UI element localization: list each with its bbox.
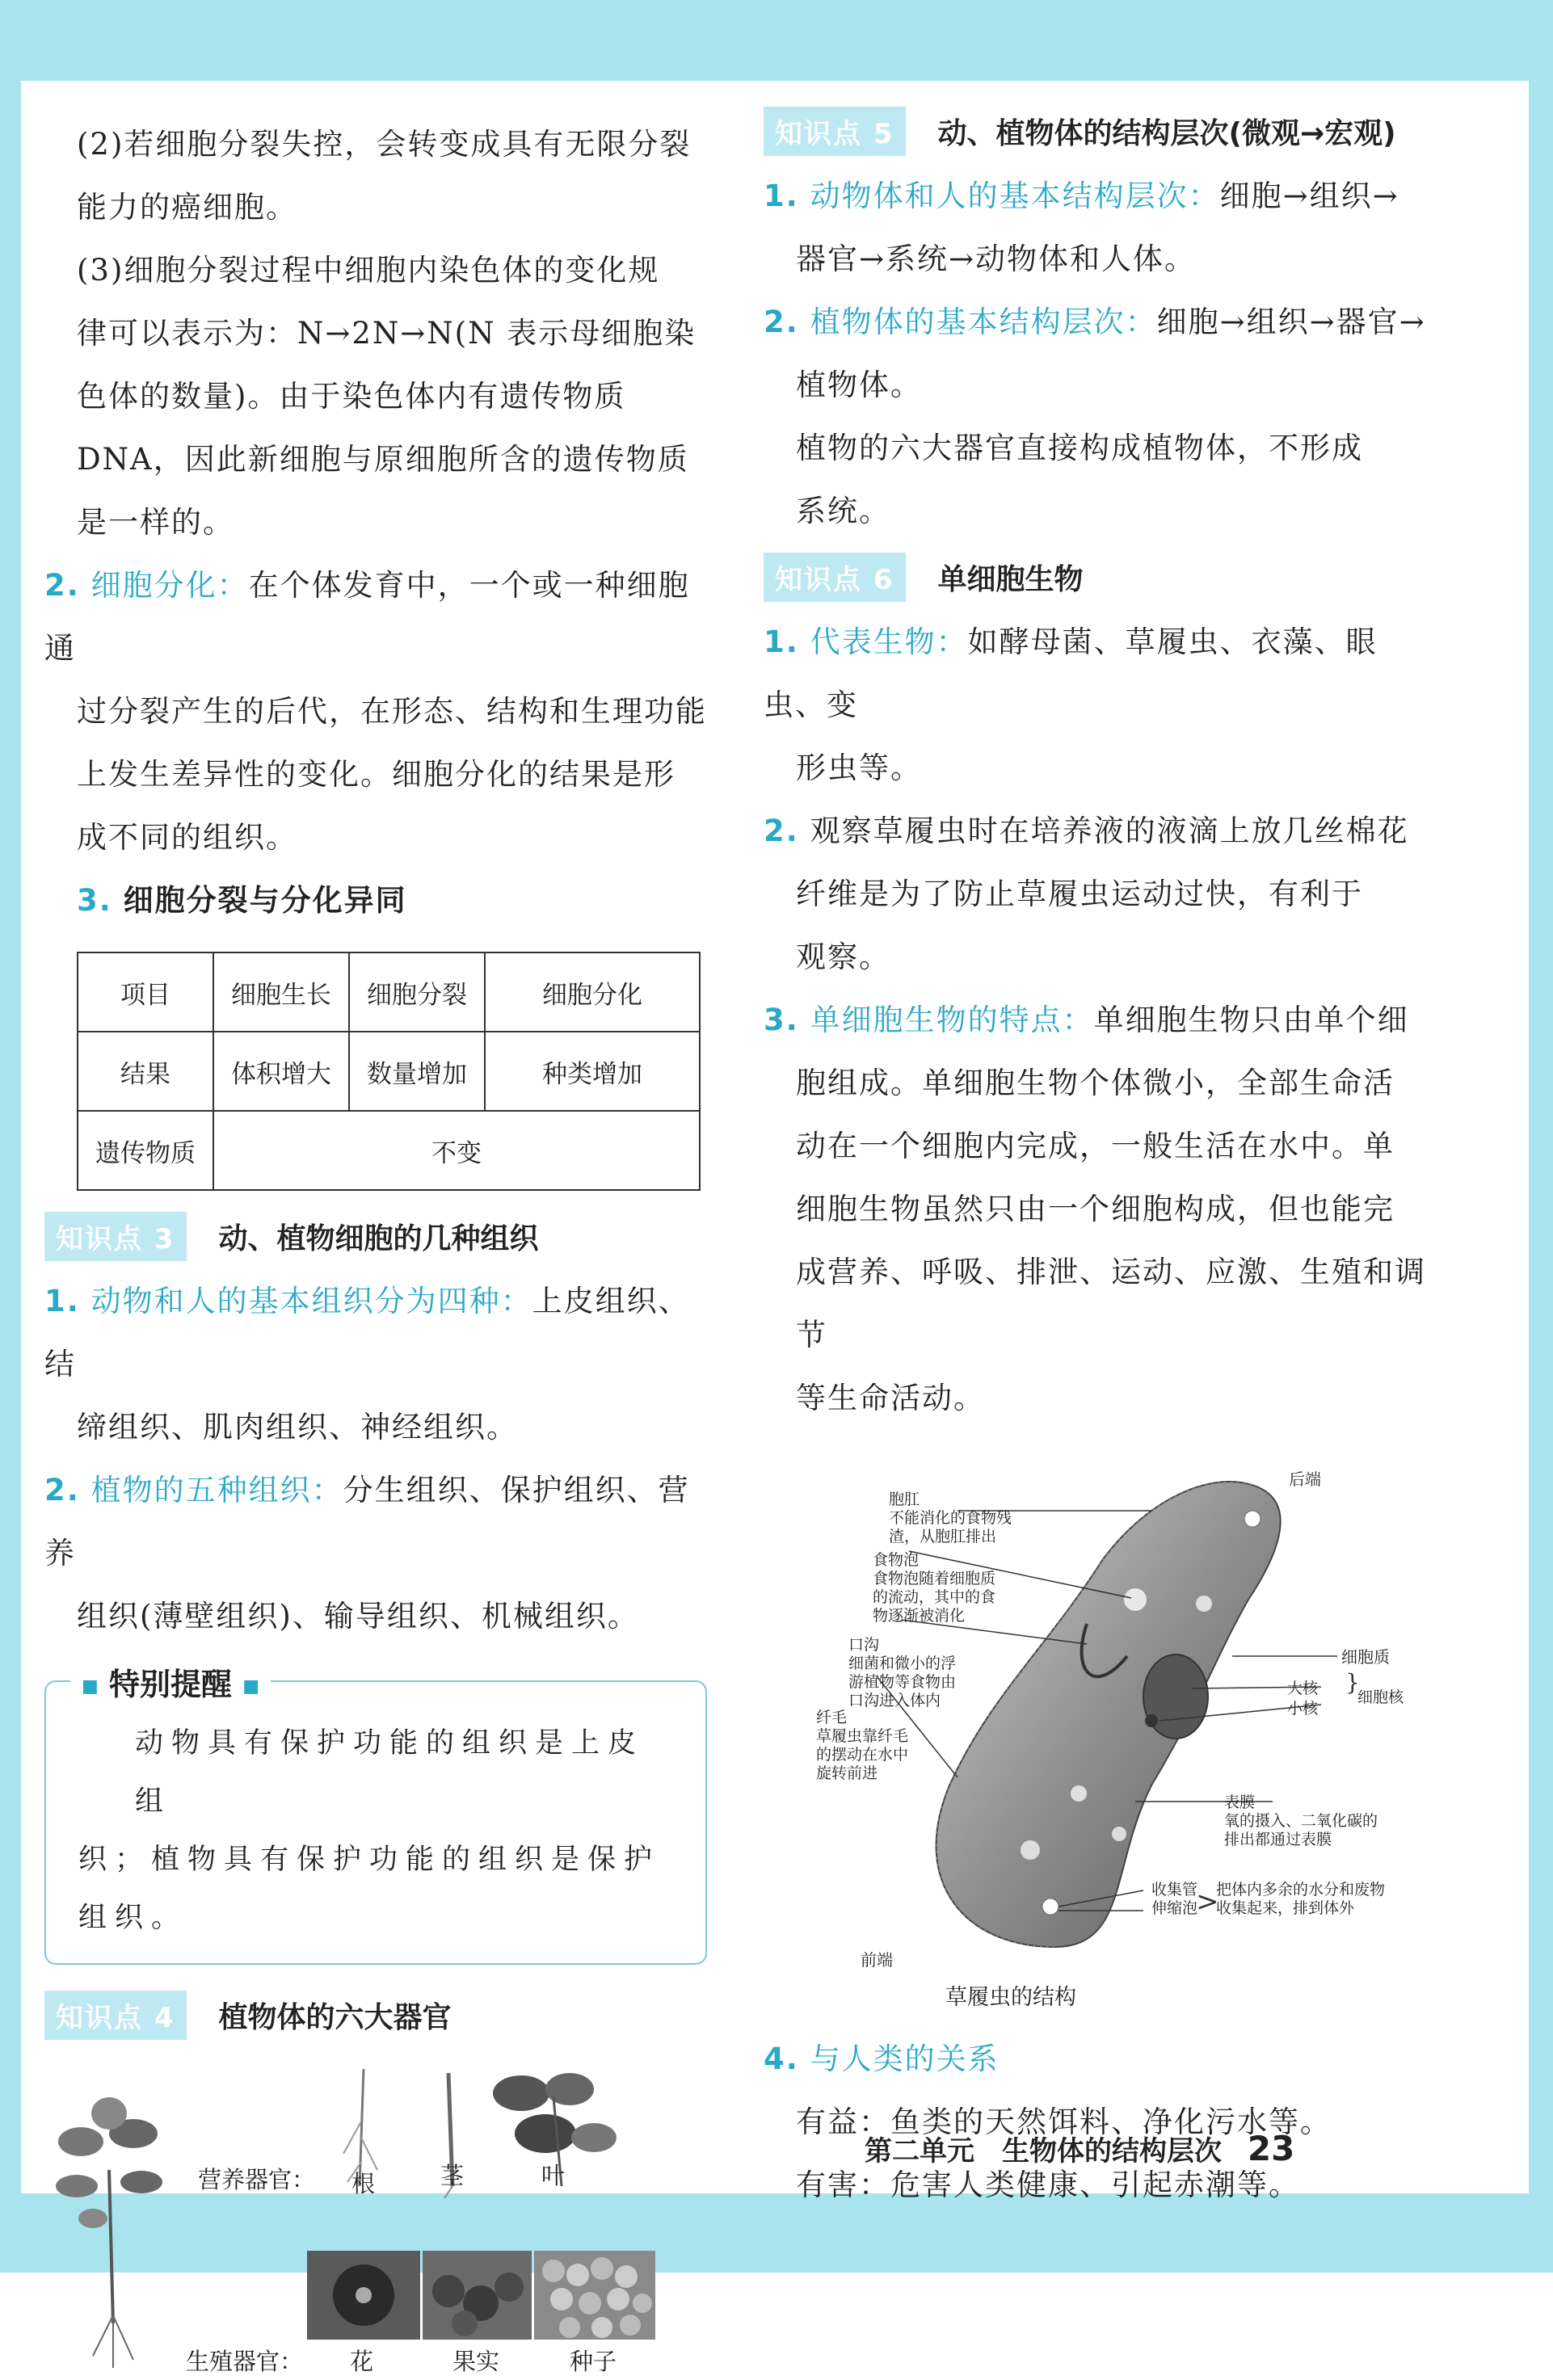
knowledge-point-5-heading (764, 105, 1426, 157)
label-membrane (1224, 1793, 1378, 1849)
right-column (764, 113, 1426, 2217)
plant-organs-figure (44, 2057, 707, 2380)
text-line: 成营养、呼吸、排泄、运动、应激、生殖和调节 (796, 1255, 1426, 1352)
text-line: 有害：危害人类健康、引起赤潮等。 (796, 2168, 1300, 2202)
label-nucleus: 细胞核 (1357, 1688, 1404, 1706)
table-cell: 不变 (213, 1111, 700, 1190)
text-line: 组织。 (78, 1902, 188, 1934)
item-term: 动物体和人的基本结构层次： (810, 179, 1220, 213)
text-line: 织；植物具有保护功能的组织是保护 (78, 1844, 661, 1876)
comparison-table (77, 952, 701, 1191)
text-line: 能力的癌细胞。 (77, 190, 297, 225)
label-line: 旋转前进 (816, 1764, 878, 1782)
item-plant-levels (764, 291, 1426, 543)
paragraph (44, 113, 707, 554)
text-line: 系统。 (796, 494, 890, 528)
left-band (0, 0, 21, 2273)
special-reminder-body (78, 1714, 673, 1947)
table-cell: 体积增大 (213, 1032, 349, 1111)
label-front: 前端 (861, 1950, 893, 1970)
label-line: 表膜 (1224, 1793, 1256, 1811)
bullet-icon: ■ (242, 1676, 260, 1697)
label-cilia (816, 1709, 908, 1783)
knowledge-point-6-heading (764, 551, 1426, 603)
plant-organs-illustration (44, 2057, 707, 2380)
whole-plant-icon (56, 2097, 162, 2368)
label-line: 细菌和微小的浮 (848, 1655, 957, 1672)
item-number: 2. (44, 1473, 80, 1507)
stem-label: 茎 (440, 2162, 465, 2189)
table-row (78, 952, 700, 1032)
bullet-icon: ■ (82, 1676, 99, 1697)
text-line: 色体的数量)。由于染色体内有遗传物质 (77, 379, 626, 414)
top-band (0, 0, 1553, 81)
table-cell: 数量增加 (349, 1032, 485, 1111)
reproductive-organs-label: 生殖器官： (186, 2348, 304, 2375)
knowledge-point-3-heading (44, 1210, 707, 1262)
knowledge-point-badge: 知识点 4 (44, 1991, 187, 2040)
flower-label: 花 (350, 2348, 374, 2375)
text-line: 如酵母菌、草履虫、衣藻、眼虫、变 (764, 624, 1378, 722)
table-header: 细胞分化 (485, 952, 700, 1032)
food-vacuole (1196, 1596, 1212, 1612)
label-macronucleus: 大核 (1287, 1680, 1319, 1697)
label-line: 渣，从胞肛排出 (889, 1528, 997, 1545)
label-contractile-vacuole (1151, 1881, 1197, 1918)
tip-title-text: 特别提醒 (109, 1667, 233, 1702)
label-line: 物逐渐被消化 (873, 1607, 966, 1625)
label-line: 把体内多余的水分和废物 (1216, 1881, 1386, 1899)
micronucleus (1145, 1714, 1158, 1727)
leaf-label: 叶 (541, 2162, 566, 2189)
knowledge-point-4-heading (44, 1989, 707, 2041)
knowledge-point-badge: 知识点 6 (764, 553, 906, 602)
item-number: 1. (44, 1284, 80, 1318)
knowledge-point-badge: 知识点 5 (764, 107, 906, 156)
text-line: 形虫等。 (796, 751, 922, 785)
page-number: 23 (1247, 2129, 1295, 2168)
text-line: 观察草履虫时在培养液的液滴上放几丝棉花 (810, 814, 1409, 848)
knowledge-point-title: 动、植物体的结构层次(微观→宏观) (937, 116, 1396, 150)
item-representative-organisms (764, 611, 1426, 800)
text-line: 有益：鱼类的天然饵料、净化污水等。 (796, 2105, 1332, 2139)
label-line: 胞肛 (889, 1491, 920, 1508)
seed-label: 种子 (570, 2348, 617, 2375)
table-cell: 结果 (78, 1032, 213, 1111)
knowledge-point-badge: 知识点 3 (44, 1212, 187, 1261)
text-line: 上发生差异性的变化。细胞分化的结果是形 (77, 757, 675, 792)
text-line: 成不同的组织。 (77, 820, 297, 855)
paramecium-figure (764, 1462, 1426, 2020)
special-reminder-box (44, 1667, 707, 1965)
unit-title: 第二单元 生物体的结构层次 (865, 2135, 1222, 2168)
contractile-vacuole (1042, 1899, 1058, 1915)
item-number: 3. (764, 1003, 799, 1037)
table-row (78, 1032, 700, 1111)
table-cell: 种类增加 (485, 1032, 700, 1111)
table-header: 细胞分裂 (349, 952, 485, 1032)
label-line: 不能消化的食物残 (889, 1509, 1012, 1527)
item-number: 3. (77, 883, 112, 918)
text-line: 观察。 (796, 940, 890, 974)
text-line: 细胞→组织→ (1219, 179, 1399, 213)
label-contractile-vacuole-function (1216, 1881, 1385, 1918)
text-line: 上皮组织、结 (44, 1284, 690, 1381)
table-row (78, 1111, 700, 1190)
page-footer (865, 2129, 1294, 2168)
text-line: 缔组织、肌肉组织、神经组织。 (77, 1410, 518, 1444)
text-line: 分生组织、保护组织、营养 (44, 1473, 690, 1571)
item-term: 代表生物： (810, 624, 968, 659)
item-term: 与人类的关系 (810, 2042, 1000, 2076)
label-line: 口沟 (848, 1636, 880, 1654)
vegetative-organs-label: 营养器官： (198, 2166, 316, 2193)
item-observation (764, 800, 1426, 989)
text-line: 纤维是为了防止草履虫运动过快，有利于 (796, 877, 1363, 911)
text-line: 器官→系统→动物体和人体。 (796, 242, 1197, 276)
knowledge-point-title: 植物体的六大器官 (218, 2000, 452, 2034)
label-line: 口沟进入体内 (848, 1692, 941, 1709)
item-term: 植物体的基本结构层次： (810, 305, 1157, 339)
label-line: 食物泡随着细胞质 (873, 1570, 996, 1587)
item-title: 细胞分裂与分化异同 (123, 883, 407, 918)
table-cell: 遗传物质 (78, 1111, 213, 1190)
table-header: 细胞生长 (213, 952, 349, 1032)
label-micronucleus: 小核 (1287, 1700, 1319, 1718)
item-number: 2. (44, 568, 80, 603)
item-relation-to-humans (764, 2028, 1426, 2217)
label-line: 的流动，其中的食 (873, 1588, 996, 1606)
label-line: 排出都通过表膜 (1224, 1831, 1332, 1848)
label-line: 食物泡 (873, 1551, 920, 1569)
label-line: 纤毛 (816, 1709, 848, 1726)
item-number: 2. (764, 814, 799, 848)
food-vacuole (1124, 1588, 1147, 1611)
svg-text:}: } (1345, 1669, 1360, 1696)
root-label: 根 (351, 2170, 376, 2197)
text-line: 植物的六大器官直接构成植物体，不形成 (796, 431, 1363, 465)
label-line: 伸缩泡 (1151, 1899, 1198, 1917)
svg-text:>: > (1196, 1886, 1219, 1918)
knowledge-point-title: 动、植物细胞的几种组织 (218, 1222, 539, 1255)
text-line: 细胞生物虽然只由一个细胞构成，但也能完 (796, 1192, 1395, 1226)
item-animal-tissues (44, 1270, 707, 1459)
special-reminder-title (70, 1659, 271, 1704)
text-line: 律可以表示为：N→2N→N(N 表示母细胞染 (77, 316, 697, 351)
text-line: (2)若细胞分裂失控，会转变成具有无限分裂 (77, 127, 692, 162)
text-line: 是一样的。 (77, 505, 234, 540)
label-cytoplasm: 细胞质 (1341, 1647, 1390, 1667)
item-number: 4. (764, 2042, 799, 2076)
label-line: 收集管 (1151, 1881, 1198, 1899)
text-line: 在个体发育中，一个或一种细胞通 (44, 568, 690, 666)
knowledge-point-title: 单细胞生物 (937, 562, 1084, 596)
text-line: 过分裂产生的后代，在形态、结构和生理功能 (77, 694, 707, 729)
label-line: 游植物等食物由 (848, 1673, 957, 1691)
label-anus (889, 1491, 1012, 1546)
right-band (1529, 0, 1553, 2273)
text-line: 等生命活动。 (796, 1381, 985, 1415)
label-food-vacuole (873, 1551, 995, 1625)
text-line: DNA，因此新细胞与原细胞所含的遗传物质 (77, 442, 689, 477)
item-compare-heading (44, 869, 707, 932)
table-header: 项目 (78, 952, 213, 1032)
text-line: 动在一个细胞内完成，一般生活在水中。单 (796, 1129, 1395, 1163)
label-rear: 后端 (1289, 1470, 1321, 1489)
fruit-label: 果实 (452, 2348, 500, 2375)
label-line: 收集起来，排到体外 (1216, 1899, 1355, 1917)
item-animal-levels (764, 165, 1426, 291)
item-term: 细胞分化： (90, 568, 249, 603)
text-line: (3)细胞分裂过程中细胞内染色体的变化规 (77, 253, 660, 288)
label-line: 氧的摄入、二氧化碳的 (1224, 1812, 1378, 1830)
label-line: 的摆动在水中 (816, 1746, 909, 1764)
text-line: 组织(薄壁组织)、输导组织、机械组织。 (77, 1599, 639, 1634)
food-vacuole (1071, 1785, 1087, 1802)
text-line: 单细胞生物只由单个细 (1093, 1003, 1409, 1037)
item-number: 2. (764, 305, 799, 339)
left-column (44, 113, 707, 2380)
text-line: 植物体。 (796, 368, 922, 402)
text-line: 胞组成。单细胞生物个体微小，全部生命活 (796, 1066, 1395, 1100)
text-line: 细胞→组织→器官→ (1156, 305, 1426, 339)
item-characteristics (764, 989, 1426, 1430)
figure-caption: 草履虫的结构 (945, 1985, 1076, 2010)
item-plant-tissues (44, 1459, 707, 1648)
item-number: 1. (764, 624, 799, 659)
item-cell-differentiation (44, 554, 707, 869)
label-line: 草履虫靠纤毛 (816, 1727, 909, 1745)
contractile-vacuole (1244, 1511, 1260, 1527)
food-vacuole (1021, 1840, 1040, 1860)
food-vacuole (1112, 1827, 1126, 1841)
item-number: 1. (764, 179, 799, 213)
item-term: 植物的五种组织： (90, 1473, 343, 1507)
item-term: 单细胞生物的特点： (810, 1003, 1094, 1037)
label-oral-groove (848, 1636, 956, 1710)
text-line: 动物具有保护功能的组织是上皮组 (135, 1727, 645, 1818)
item-term: 动物和人的基本组织分为四种： (90, 1284, 532, 1318)
